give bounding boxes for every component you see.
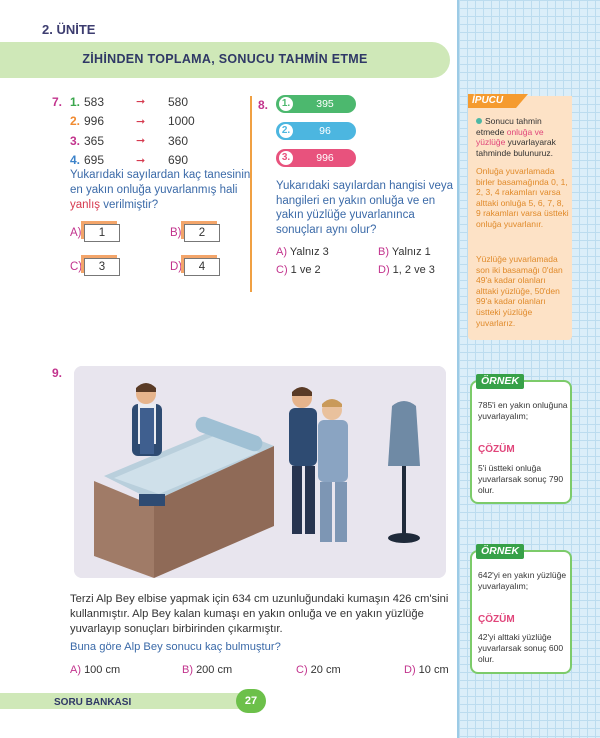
list-item xyxy=(70,112,195,132)
item-original: 365 xyxy=(84,133,105,148)
q9-option-b[interactable]: B) 200 cm xyxy=(182,664,233,676)
q8-option-c[interactable]: C) 1 ve 2 xyxy=(276,264,321,276)
q9-option-a[interactable]: A) 100 cm xyxy=(70,664,121,676)
q7-option-a-label: A) xyxy=(70,227,82,239)
q9-option-c[interactable]: C) 20 cm xyxy=(296,664,341,676)
solution-label-2: ÇÖZÜM xyxy=(478,614,515,625)
q8-option-d[interactable]: D) 1, 2 ve 3 xyxy=(378,264,435,276)
q7-option-d-label: D) xyxy=(170,261,183,273)
q8-pill-2: 2. 96 xyxy=(276,122,356,140)
q7-option-b-label: B) xyxy=(170,227,182,239)
footer-label: SORU BANKASI xyxy=(54,697,132,708)
list-item xyxy=(70,131,195,151)
arrow-right-icon: ➞ xyxy=(136,135,146,148)
item-index: 1. xyxy=(70,94,81,109)
arrow-right-icon: ➞ xyxy=(136,96,146,109)
q8-option-a[interactable]: A) Yalnız 3 xyxy=(276,246,329,258)
q7-number-list xyxy=(70,92,195,170)
section-title: ZİHİNDEN TOPLAMA, SONUCU TAHMİN ETME xyxy=(82,52,368,66)
q7-option-b[interactable]: 2 xyxy=(184,224,220,242)
tailor-illustration xyxy=(74,366,446,578)
q7-option-c[interactable]: 3 xyxy=(84,258,120,276)
tip-paragraph-2: Onluğa yuvarlamada birler basamağında 0, 1, 2, 3, 4 rakamları varsa alttaki onluğa 5, 6, 7, 8, 9 rakamları varsa üstteki onluğa yuvarlanır. xyxy=(476,166,569,229)
item-index: 2. xyxy=(70,114,81,129)
unit-label: 2. ÜNİTE xyxy=(42,22,96,37)
tip-paragraph-3: Yüzlüğe yuvarlamada son iki basamağı 0'dan 49'a kadar olanları alttaki yüzlüğe, 50'den 99'a kadar olanları üstteki yüzlüğe yuvarlarız. xyxy=(476,254,563,328)
column-divider xyxy=(250,96,252,292)
page-number: 27 xyxy=(236,689,266,713)
example-tag-1: ÖRNEK xyxy=(476,374,524,389)
tailor-scene-image xyxy=(74,366,446,578)
example-1-answer: 5'i üstteki onluğa yuvarlarsak sonuç 790 olur. xyxy=(478,463,564,495)
question-8-number: 8. xyxy=(258,98,269,112)
list-item xyxy=(70,92,195,112)
solution-label-1: ÇÖZÜM xyxy=(478,444,515,455)
q8-pill-1: 1. 395 xyxy=(276,95,356,113)
section-title-band xyxy=(0,42,450,78)
question-9-prompt: Buna göre Alp Bey sonucu kaç bulmuştur? xyxy=(70,641,281,653)
q8-option-b[interactable]: B) Yalnız 1 xyxy=(378,246,431,258)
q7-option-a[interactable]: 1 xyxy=(84,224,120,242)
q9-option-d[interactable]: D) 10 cm xyxy=(404,664,449,676)
q8-pill-3: 3. 996 xyxy=(276,149,356,167)
item-rounded: 690 xyxy=(168,153,189,168)
question-7-number: 7. xyxy=(52,95,63,109)
example-2-text: 642'yi en yakın yüzlüğe yuvarlayalım; xyxy=(478,570,567,591)
item-rounded: 360 xyxy=(168,133,189,148)
item-original: 695 xyxy=(84,153,105,168)
item-rounded: 580 xyxy=(168,94,189,109)
question-8-text: Yukarıdaki sayılardan hangisi veya hangileri en yakın onluğa ve en yakın yüzlüğe yuvarlanınca sonuçları aynı olur? xyxy=(276,180,454,236)
question-9-text: Terzi Alp Bey elbise yapmak için 634 cm uzunluğundaki kumaşın 426 cm'sini kullanmıştır. Alp Bey kalan kumaşı en yakın onluğa ve en yakın yüzlüğe yuvarlayıp sonuçları birbirinden çıkarmıştır. xyxy=(70,593,449,635)
example-tag-2: ÖRNEK xyxy=(476,544,524,559)
question-7-text: Yukarıdaki sayılardan kaç tanesinin en yakın onluğa yuvarlanmış hali yanlış verilmiştir? xyxy=(70,169,251,211)
example-2-answer: 42'yi alttaki yüzlüğe yuvarlarsak sonuç 600 olur. xyxy=(478,632,564,664)
arrow-right-icon: ➞ xyxy=(136,115,146,128)
q7-option-c-label: C) xyxy=(70,261,83,273)
bullet-dot-icon xyxy=(476,118,482,124)
item-rounded: 1000 xyxy=(168,114,195,129)
item-original: 583 xyxy=(84,94,105,109)
question-9-number: 9. xyxy=(52,366,63,380)
item-original: 996 xyxy=(84,114,105,129)
q7-option-d[interactable]: 4 xyxy=(184,258,220,276)
item-index: 4. xyxy=(70,153,81,168)
item-index: 3. xyxy=(70,133,81,148)
arrow-right-icon: ➞ xyxy=(136,154,146,167)
tip-paragraph-1: Sonucu tahmin etmede onluğa ve yüzlüğe yuvarlayarak tahminde bulunuruz. xyxy=(476,116,556,158)
example-1-text: 785'i en yakın onluğuna yuvarlayalım; xyxy=(478,400,568,421)
tip-tag: İPUCU xyxy=(468,94,516,108)
